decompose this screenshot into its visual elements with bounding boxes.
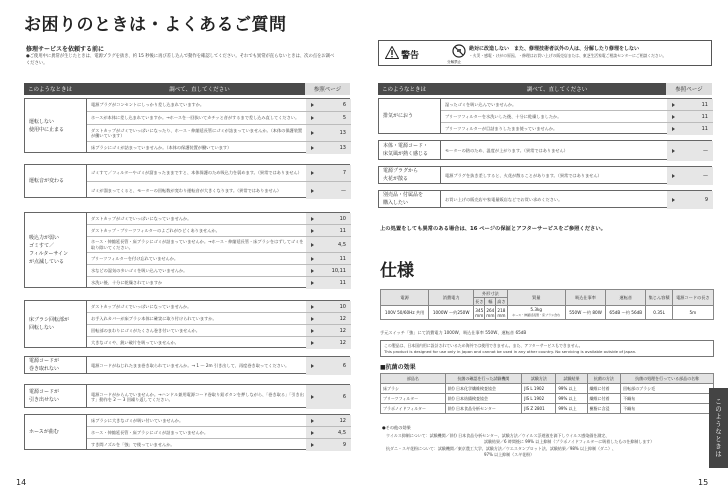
check-text: ホースが本体に差し込まれていますか。→ホースを一回抜いてカチッと音がするまで差し込み直してください。: [91, 115, 300, 121]
antibacterial-cell: 床ブラシ: [381, 384, 446, 394]
spec-table: [380, 289, 714, 320]
antibacterial-col-header: 部品名: [381, 374, 446, 384]
condition-text: 購入したい: [383, 200, 409, 206]
reference-page: [306, 265, 351, 276]
page-number: 14: [16, 478, 27, 487]
condition-group: [24, 384, 350, 408]
condition-group: [24, 356, 350, 374]
arrow-right-icon: [311, 131, 314, 135]
reference-page-number: 7: [342, 170, 346, 176]
check-row: [87, 357, 351, 375]
arrow-right-icon: [311, 317, 314, 321]
no-disassembly-caption: 分解禁止: [447, 60, 462, 64]
arrow-right-icon: [311, 103, 314, 107]
spec-height: 218 mm: [497, 307, 506, 318]
reference-page: [667, 191, 713, 209]
header-ref: 参照ページ: [305, 83, 350, 95]
condition-text: 回転しない: [29, 325, 55, 331]
antibacterial-cell: JIS L 1902: [522, 384, 556, 394]
condition-group: [378, 140, 712, 160]
reference-page-number: 6: [342, 363, 346, 369]
reference-page: [306, 357, 351, 375]
intl-notice: [380, 340, 714, 357]
spec-head-dust: 集じん容積: [646, 290, 672, 306]
reference-page-number: 4,5: [338, 241, 346, 248]
spec-head-suction: 吸込仕事率: [565, 290, 605, 306]
condition-text: 巻き取れない: [29, 366, 60, 372]
table-row: [381, 404, 714, 414]
check-row: [87, 277, 351, 289]
condition-label: [379, 167, 441, 183]
reference-page-number: 10: [339, 303, 346, 310]
condition-text: 運転音が変わる: [29, 178, 65, 184]
check-row: [87, 253, 351, 265]
reference-page: [306, 125, 351, 141]
spec-head-cord: 電源コードの長さ: [672, 290, 713, 306]
condition-group: [24, 164, 350, 198]
page-number: 15: [698, 478, 709, 487]
check-text: お買い上げの販売店や家電量販店などでお買い求めください。: [445, 197, 563, 203]
check-text: ホース・伸縮延長管・床ブラシにゴミが詰まっていませんか。→ホース・伸縮延長管・床ブラシをはずしてゴミを取り除いてください。: [91, 239, 304, 250]
spec-power: 100V 50/60Hz 共用: [381, 306, 429, 320]
check-row: [87, 182, 351, 199]
condition-label: [379, 99, 441, 133]
reference-page-number: —: [703, 173, 708, 179]
reference-page-number: 11: [701, 126, 708, 132]
reference-page-number: 11: [701, 101, 708, 108]
condition-text: 電源コードが: [29, 389, 60, 395]
reference-page: [306, 237, 351, 252]
reference-page: [667, 111, 713, 122]
reference-page: [306, 313, 351, 324]
arrow-right-icon: [311, 189, 314, 193]
check-row: [87, 301, 351, 313]
check-text: 電源コードがねじれたまま巻き取られていませんか。→ 1 ～ 2m 引き出して、再度巻き取ってください。: [91, 363, 290, 369]
intl-notice-en: This product is designed for use only in Japan and cannot be used in any other country. No servicing is available outside of Japan.: [384, 348, 637, 354]
reference-page: [667, 141, 713, 161]
condition-text: 使用中に止まる: [29, 126, 65, 133]
repair-heading: 修理サービスを依頼する前に: [26, 46, 105, 53]
condition-label: [25, 301, 87, 347]
check-row: [87, 427, 351, 439]
check-text: ダストカップがゴミでいっぱいになっていませんか。: [91, 303, 192, 309]
antibacterial-col-header: 抗菌の方法: [587, 374, 621, 384]
arrow-right-icon: [311, 281, 314, 285]
reference-page: [306, 277, 351, 289]
antibacterial-cell: 99% 以上: [556, 384, 587, 394]
check-text: 床ブラシにゴミが詰まっていませんか。（本体の保護装置が働いています）: [91, 145, 232, 151]
check-text: ダストカップがゴミでいっぱいになったり、ホース・伸縮延長管にゴミが詰まっていませんか。（本体の保護装置が働いています）: [91, 127, 303, 138]
reference-page: [306, 253, 351, 264]
antibacterial-table: [380, 373, 714, 414]
spec-head-dims: 外形寸法: [474, 290, 507, 298]
reference-page: [306, 385, 351, 409]
warning-label: 警告: [401, 51, 420, 61]
antibacterial-col-header: 試験結果: [556, 374, 587, 384]
check-row: [441, 191, 713, 209]
antibacterial-cell: (財) 日本食品分析センター: [445, 404, 522, 414]
arrow-right-icon: [311, 341, 314, 345]
arrow-right-icon: [311, 257, 314, 261]
spec-head-power: 電源: [381, 290, 429, 306]
antibacterial-cell: プラポノイドフィルター: [381, 404, 446, 414]
check-text: 床ブラシに大きなゴミが吸い付いていませんか。: [91, 417, 184, 423]
condition-label: [25, 99, 87, 152]
check-text: 回転部のまわりにゴミがたくさん巻き付いていませんか。: [91, 327, 200, 333]
check-row: [87, 165, 351, 182]
condition-group: [378, 190, 712, 208]
check-text: ゴミすて／フィルターやゴミが溜まったままですと、本体保護のため吸込力を弱めます。（異常ではありません）: [91, 170, 302, 176]
condition-label: [25, 165, 87, 197]
table-row: [381, 384, 714, 394]
check-text: 電源プラグがコンセントにしっかり差し込まれていますか。: [91, 102, 205, 108]
condition-text: 別売品・付属品を: [383, 192, 424, 198]
condition-label: [25, 213, 87, 287]
antibacterial-cell: JIS Z 2801: [522, 404, 556, 414]
check-text: 水洗い後、十分に乾燥されていますか: [91, 280, 163, 286]
check-text: 水などの湿気の多いゴミを吸い込んでいませんか。: [91, 267, 188, 273]
reference-page: [667, 99, 713, 110]
check-text: ゴミが溜まってくると、モーターの回転数が変わり運転音が大きくなります。（異常ではありません）: [91, 187, 282, 193]
spec-head-noise: 運転音: [606, 290, 646, 306]
reference-page: [306, 301, 351, 312]
condition-group: [378, 98, 712, 134]
spec-suction: 550W ～約 80W: [565, 306, 605, 320]
header-condition: このようなときは: [28, 87, 73, 93]
arrow-right-icon: [311, 305, 314, 309]
table-header: [24, 83, 350, 95]
reference-page-number: 9: [704, 197, 708, 203]
reference-page: [306, 427, 351, 438]
reference-page: [306, 142, 351, 154]
antibacterial-heading: ■抗菌の効果: [380, 364, 416, 371]
condition-text: 床ブラシ回転部が: [29, 317, 70, 323]
reference-page: [306, 112, 351, 124]
check-text: ダストカップがゴミでいっぱいになっていませんか。: [91, 215, 192, 221]
repair-text: ●ご使用中に異常が生じたときは、電源プラグを抜き、約 15 秒後に再び差し込んで動作を確認してください。それでも異常が直らないときは、次の点をお調べください。: [26, 54, 335, 66]
spec-title: 仕様: [380, 261, 414, 281]
other-effect-line: 97% 以上抑制（スギ花粉）: [484, 452, 535, 457]
check-text: 電源コードがからんでいませんか。→ハンドル兼用電源コード巻取り釦ボタンを押しながら、「巻き取る」「引き出す」動作を 2 ～ 3 回繰り返してください。: [91, 391, 304, 402]
condition-text: 引き出せない: [29, 397, 60, 403]
condition-text: ゴミすて／: [29, 243, 55, 249]
arrow-right-icon: [672, 115, 675, 119]
condition-text: 電源プラグから: [383, 168, 419, 174]
antibacterial-col-header: 抗菌の確認を行った試験機関: [445, 374, 522, 384]
check-text: モーターの熱のため、温度が上がります。（異常ではありません）: [445, 148, 568, 154]
reference-page-number: 4,5: [338, 429, 346, 436]
reference-page: [306, 99, 351, 111]
reference-page-number: 12: [339, 315, 346, 322]
reference-page-number: 6: [342, 102, 346, 108]
reference-page-number: 12: [339, 417, 346, 424]
spec-width: 264 mm: [486, 307, 495, 318]
check-row: [87, 237, 351, 253]
reference-page: [306, 165, 351, 181]
spec-mass: 5.3kg ホース・伸縮延長管・床ブラシ含む: [507, 306, 565, 320]
check-text: プリーツフィルターを水洗いした後、十分に乾燥しましたか。: [445, 113, 562, 119]
table-header: [378, 83, 712, 95]
reference-page-number: 10: [339, 215, 346, 222]
reference-page-number: 9: [342, 442, 346, 448]
condition-text: 床気風が熱く感じる: [383, 151, 429, 157]
condition-text: が点滅している: [29, 259, 65, 265]
spec-head-consumption: 消費電力: [429, 290, 474, 306]
antibacterial-cell: JIS L 1902: [522, 394, 556, 404]
check-row: [87, 313, 351, 325]
condition-text: 火花が散る: [383, 176, 409, 182]
antibacterial-cell: (財) 日本化学繊維検査協会: [445, 384, 522, 394]
check-row: [87, 337, 351, 349]
other-effect-line: ウイルス抑制について：試験機関／(財) 日本食品分析センター、試験方法／ウイルス浮遊液を滴下しウイルス感染価を測定、: [386, 433, 610, 438]
antibacterial-cell: プリーツフィルター: [381, 394, 446, 404]
check-text: プリーツフィルターが目詰まりしたまま使っていませんか。: [445, 126, 558, 132]
condition-label: [25, 415, 87, 449]
condition-label: [379, 141, 441, 159]
condition-text: 運転しない: [29, 118, 55, 125]
spec-head-mass: 質量: [507, 290, 565, 306]
check-text: プリーツフィルターを付け忘れていませんか。: [91, 255, 179, 261]
condition-label: [379, 191, 441, 207]
condition-text: 吸込力が弱い: [29, 235, 60, 241]
reference-page-number: 11: [701, 113, 708, 120]
arrow-right-icon: [311, 419, 314, 423]
reference-page-number: 11: [339, 227, 346, 234]
spec-length: 345 mm: [475, 307, 484, 318]
spec-note: 手元スイッチ「強」にて消費電力 1000W、吸込仕事率 550W、運転音 65dB: [380, 330, 527, 335]
right-page: [364, 0, 728, 494]
arrow-right-icon: [311, 395, 314, 399]
condition-text: 本体・電源コード・: [383, 143, 429, 149]
arrow-right-icon: [311, 431, 314, 435]
arrow-right-icon: [672, 127, 675, 131]
reference-page: [306, 213, 351, 224]
check-row: [87, 142, 351, 154]
check-row: [441, 99, 713, 111]
condition-group: [24, 212, 350, 288]
condition-text: 排気がにおう: [383, 113, 414, 119]
antibacterial-cell: (財) 日本紡績検査協会: [445, 394, 522, 404]
arrow-right-icon: [311, 243, 314, 247]
check-row: [87, 415, 351, 427]
check-row: [87, 265, 351, 277]
after-service-note: 上の処置をしても異常のある場合は、16 ページの保証とアフターサービスをご参照ください。: [380, 226, 606, 232]
antibacterial-cell: 不織布: [621, 394, 714, 404]
check-text: ホース・伸縮延長管・床ブラシにゴミが詰まっていませんか。: [91, 429, 209, 435]
page-title: お困りのときは・よくあるご質問: [24, 15, 287, 35]
arrow-right-icon: [311, 229, 314, 233]
check-text: 電源プラグを抜き差しすると、火花が散ることがあります。（異常ではありません）: [445, 173, 602, 179]
reference-page-number: 6: [342, 394, 346, 400]
spec-consumption: 1000W ～約250W: [429, 306, 474, 320]
check-row: [87, 99, 351, 112]
reference-page: [306, 337, 351, 349]
header-ref: 参照ページ: [666, 83, 712, 95]
spec-head-length: 長さ: [475, 299, 484, 304]
check-row: [87, 225, 351, 237]
check-text: 大きなゴミや、鋭い破片を吸っていませんか。: [91, 340, 179, 346]
check-row: [87, 112, 351, 125]
reference-page-number: 12: [339, 340, 346, 346]
arrow-right-icon: [311, 116, 314, 120]
antibacterial-cell: 99% 以上: [556, 404, 587, 414]
other-effects-heading: ●その他の効果: [382, 425, 411, 430]
spec-head-width: 幅: [485, 298, 496, 306]
arrow-right-icon: [311, 443, 314, 447]
reference-page: [667, 123, 713, 135]
spec-dust: 0.35L: [646, 306, 672, 320]
check-row: [87, 125, 351, 142]
warning-sub-text: ・火災・感電・けがの原因。・修理はお買い上げの販売店または、東芝生活家電ご相談センターにご相談ください。: [469, 53, 667, 58]
arrow-right-icon: [672, 103, 675, 107]
antibacterial-cell: 繊維に付着: [587, 384, 621, 394]
warning-main-text: 絶対に改造しない また、修理技術者以外の人は、分解したり修理をしない: [469, 46, 640, 52]
arrow-right-icon: [311, 329, 314, 333]
header-check: 調べて、直してください: [169, 87, 230, 93]
condition-label: [25, 385, 87, 407]
intl-notice-jp: この製品は、日本国内用に設計されているため海外では使用できません。また、アフターサービスもできません。: [384, 343, 583, 348]
antibacterial-cell: 不織布: [621, 404, 714, 414]
warning-triangle-icon: [385, 46, 399, 59]
reference-page-number: 5: [342, 115, 346, 121]
arrow-right-icon: [311, 269, 314, 273]
condition-group: [378, 166, 712, 184]
condition-text: フィルターサイン: [29, 251, 69, 257]
antibacterial-cell: 回転部のブラシ毛: [621, 384, 714, 394]
check-text: ダストカップ・プリーツフィルターのよごれがひどくありませんか。: [91, 227, 220, 233]
reference-page-number: 10,11: [331, 267, 346, 274]
antibacterial-col-header: 試験方法: [522, 374, 556, 384]
check-text: すき間ノズルを「強」で使っていませんか。: [91, 442, 175, 448]
arrow-right-icon: [672, 198, 675, 202]
other-effect-line: 試験結果／6 時間後に 99% 以上抑制（プラポノイドフィルターに吸着したものを抑制します）: [484, 439, 655, 444]
arrow-right-icon: [672, 149, 675, 153]
condition-group: [24, 98, 350, 153]
no-disassembly-icon: [452, 44, 466, 58]
spec-noise: 65dB ～約 56dB: [606, 306, 646, 320]
reference-page: [306, 182, 351, 199]
arrow-right-icon: [672, 174, 675, 178]
other-effect-line: 抗ダニ・スギ花粉について：試験機関／東京農工大学、試験方法／ウエスタンブロット法、試験結果／98% 以上抑制（ダニ）、: [386, 446, 616, 451]
reference-page-number: 11: [339, 280, 346, 286]
check-row: [87, 439, 351, 451]
arrow-right-icon: [311, 364, 314, 368]
arrow-right-icon: [311, 217, 314, 221]
header-condition: このようなときは: [382, 87, 427, 93]
reference-page-number: 13: [339, 145, 346, 151]
reference-page-number: —: [703, 148, 708, 154]
reference-page: [306, 325, 351, 336]
check-row: [87, 385, 351, 409]
check-row: [441, 123, 713, 135]
check-row: [441, 111, 713, 123]
antibacterial-col-header: 抗菌の処理を行っている部品の名称: [621, 374, 714, 384]
check-text: 湿ったゴミを吸い込んでいませんか。: [445, 101, 517, 107]
table-row: [381, 394, 714, 404]
condition-text: 電源コードが: [29, 358, 60, 364]
condition-text: ホースが曲む: [29, 429, 59, 435]
check-text: お手入れカバーが床ブラシ本体に確実に取り付けられていますか。: [91, 315, 217, 321]
arrow-right-icon: [311, 146, 314, 150]
check-row: [441, 167, 713, 185]
reference-page-number: —: [341, 187, 346, 194]
reference-page: [667, 167, 713, 185]
check-row: [87, 325, 351, 337]
reference-page-number: 12: [339, 327, 346, 334]
check-row: [441, 141, 713, 161]
condition-group: [24, 300, 350, 348]
reference-page: [306, 415, 351, 426]
side-tab: このようなときは: [709, 388, 728, 468]
header-check: 調べて、直してください: [526, 87, 588, 93]
reference-page-number: 13: [339, 130, 346, 136]
antibacterial-cell: 樹脂に含浸: [587, 404, 621, 414]
reference-page-number: 11: [339, 255, 346, 262]
spec-head-height: 高さ: [497, 299, 506, 304]
condition-group: [24, 414, 350, 450]
spec-cord: 5m: [672, 306, 713, 320]
antibacterial-cell: 99% 以上: [556, 394, 587, 404]
warning-box: [378, 40, 712, 66]
antibacterial-cell: 繊維に付着: [587, 394, 621, 404]
arrow-right-icon: [311, 171, 314, 175]
condition-label: [25, 357, 87, 373]
reference-page: [306, 439, 351, 451]
check-row: [87, 213, 351, 225]
reference-page: [306, 225, 351, 236]
